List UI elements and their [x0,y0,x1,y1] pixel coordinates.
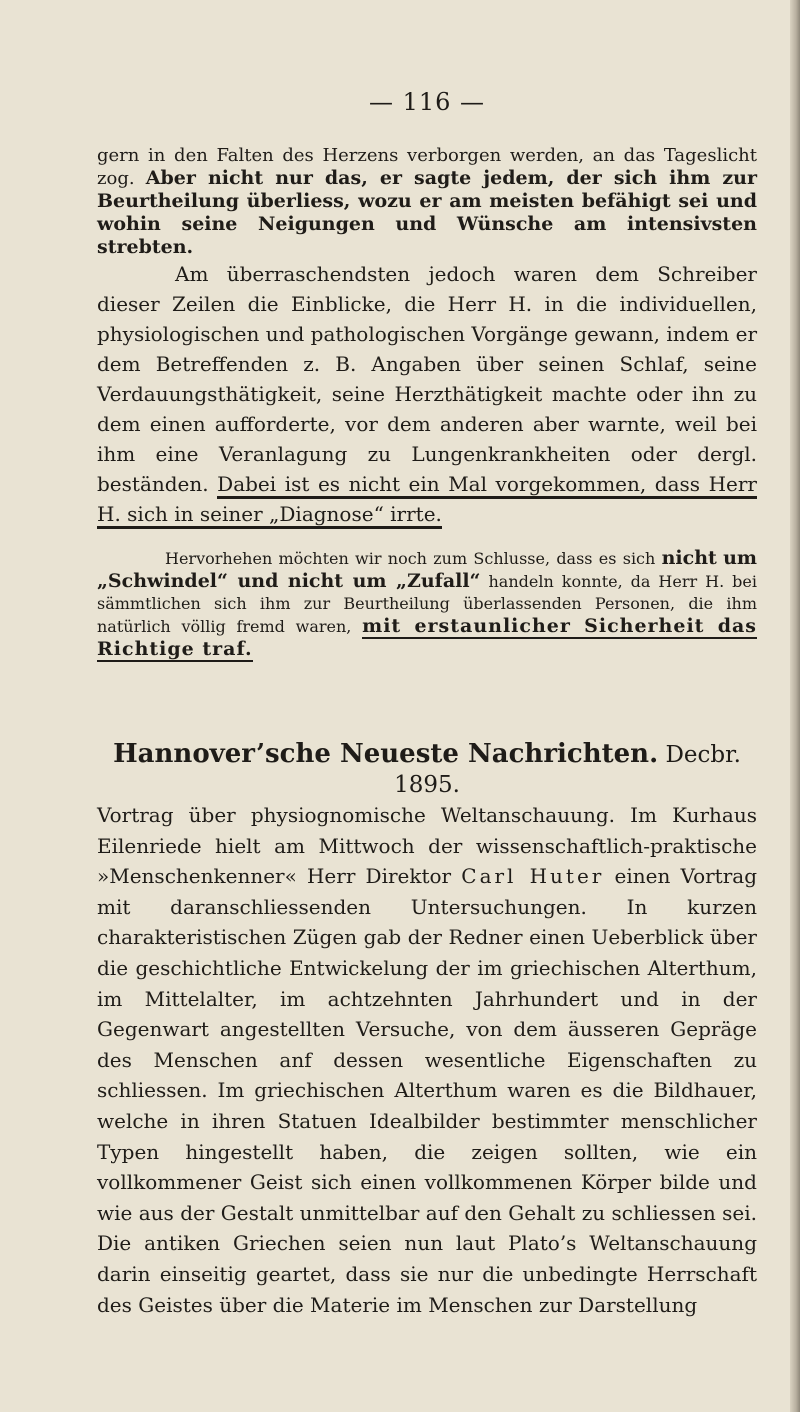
article-text-2: einen Vortrag mit daranschliessenden Untersuchungen. In kurzen charakteristischen Zügen gab der Redner einen Ueberblick über die geschichtliche Entwickelung der im griechischen Alterthum, im Mittelalter, im achtzehnten Jahrhundert und in der Gegenwart angestellten Versuche, von dem äusseren Gepräge des Menschen anf dessen wesentliche Eigenschaften zu schliessen. Im griechischen Alterthum waren es die Bildhauer, welche in ihren Statuen Idealbilder bestimmter menschlicher Typen hingestellt haben, die zeigen sollten, wie ein vollkommener Geist sich einen vollkommenen Körper bilde und wie aus der Gestalt unmittelbar auf den Gehalt zu schliessen sei. Die antiken Griechen seien nun laut Plato’s Weltanschauung darin einseitig geartet, dass sie nur die unbedingte Herrschaft des Geistes über die Materie im Menschen zur Darstellung [97,864,758,1317]
article-text-1: Vortrag über physiognomische Weltanschauung. Im Kurhaus Eilenriede hielt am Mittwoch der wissenschaftlich-praktische »Menschenkenner« Herr Direktor [97,803,757,889]
intro-bold-text: Aber nicht nur das, er sagte jedem, der sich ihm zur Beurtheilung überliess, wozu er am meisten befähigt sei und wohin seine Neigungen und Wünsche am intensivsten strebten. [97,167,757,258]
emphasis-schwindel: „Schwindel“ und nicht um „Zufall“ [97,570,481,592]
body-paragraph [97,259,757,529]
intro-paragraph [97,144,757,259]
page-edge [790,0,800,1412]
intro-text: gern in den Falten des Herzens verborgen werden, an das Tageslicht zog. [97,145,757,189]
emphasis-mit: mit erstaunlicher Sicherheit das Richtige traf. [97,615,757,660]
emphasis-um: um [723,547,757,569]
newspaper-title: Hannover’sche Neueste Nachrichten. [113,739,659,769]
page-number: — 116 — [368,88,486,116]
speaker-name: Carl Huter [461,864,605,889]
emphasis-nicht: nicht [661,547,717,569]
body-text-underlined: Dabei ist es nicht ein Mal vorgekommen, dass Herr H. sich in seiner „Diagnose“ irrte. [97,472,757,529]
book-page [97,88,757,1320]
emphasis-text-3: handeln konnte, da Herr H. bei sämmtlichen sich ihm zur Beurtheilung überlassenden Personen, die ihm natürlich völlig fremd waren, [97,572,757,636]
emphasis-text-1: Hervorhehen möchten wir noch zum Schlusse, dass es sich [165,549,662,568]
body-text-1: Am überraschendsten jedoch waren dem Schreiber dieser Zeilen die Einblicke, die Herr H. in die individuellen, physiologischen und pathologischen Vorgänge gewann, indem er dem Betreffenden z. B. Angaben über seinen Schlaf, seine Verdauungsthätigkeit, seine Herzthätigkeit machte oder ihn zu dem einen aufforderte, vor dem anderen aber warnte, weil bei ihm eine Veranlagung zu Lungenkrankheiten oder dergl. beständen. [97,262,758,496]
article-date: Decbr. 1895. [394,742,741,798]
article-paragraph [97,800,757,1320]
article-heading [97,739,757,800]
emphasis-paragraph [97,547,757,661]
